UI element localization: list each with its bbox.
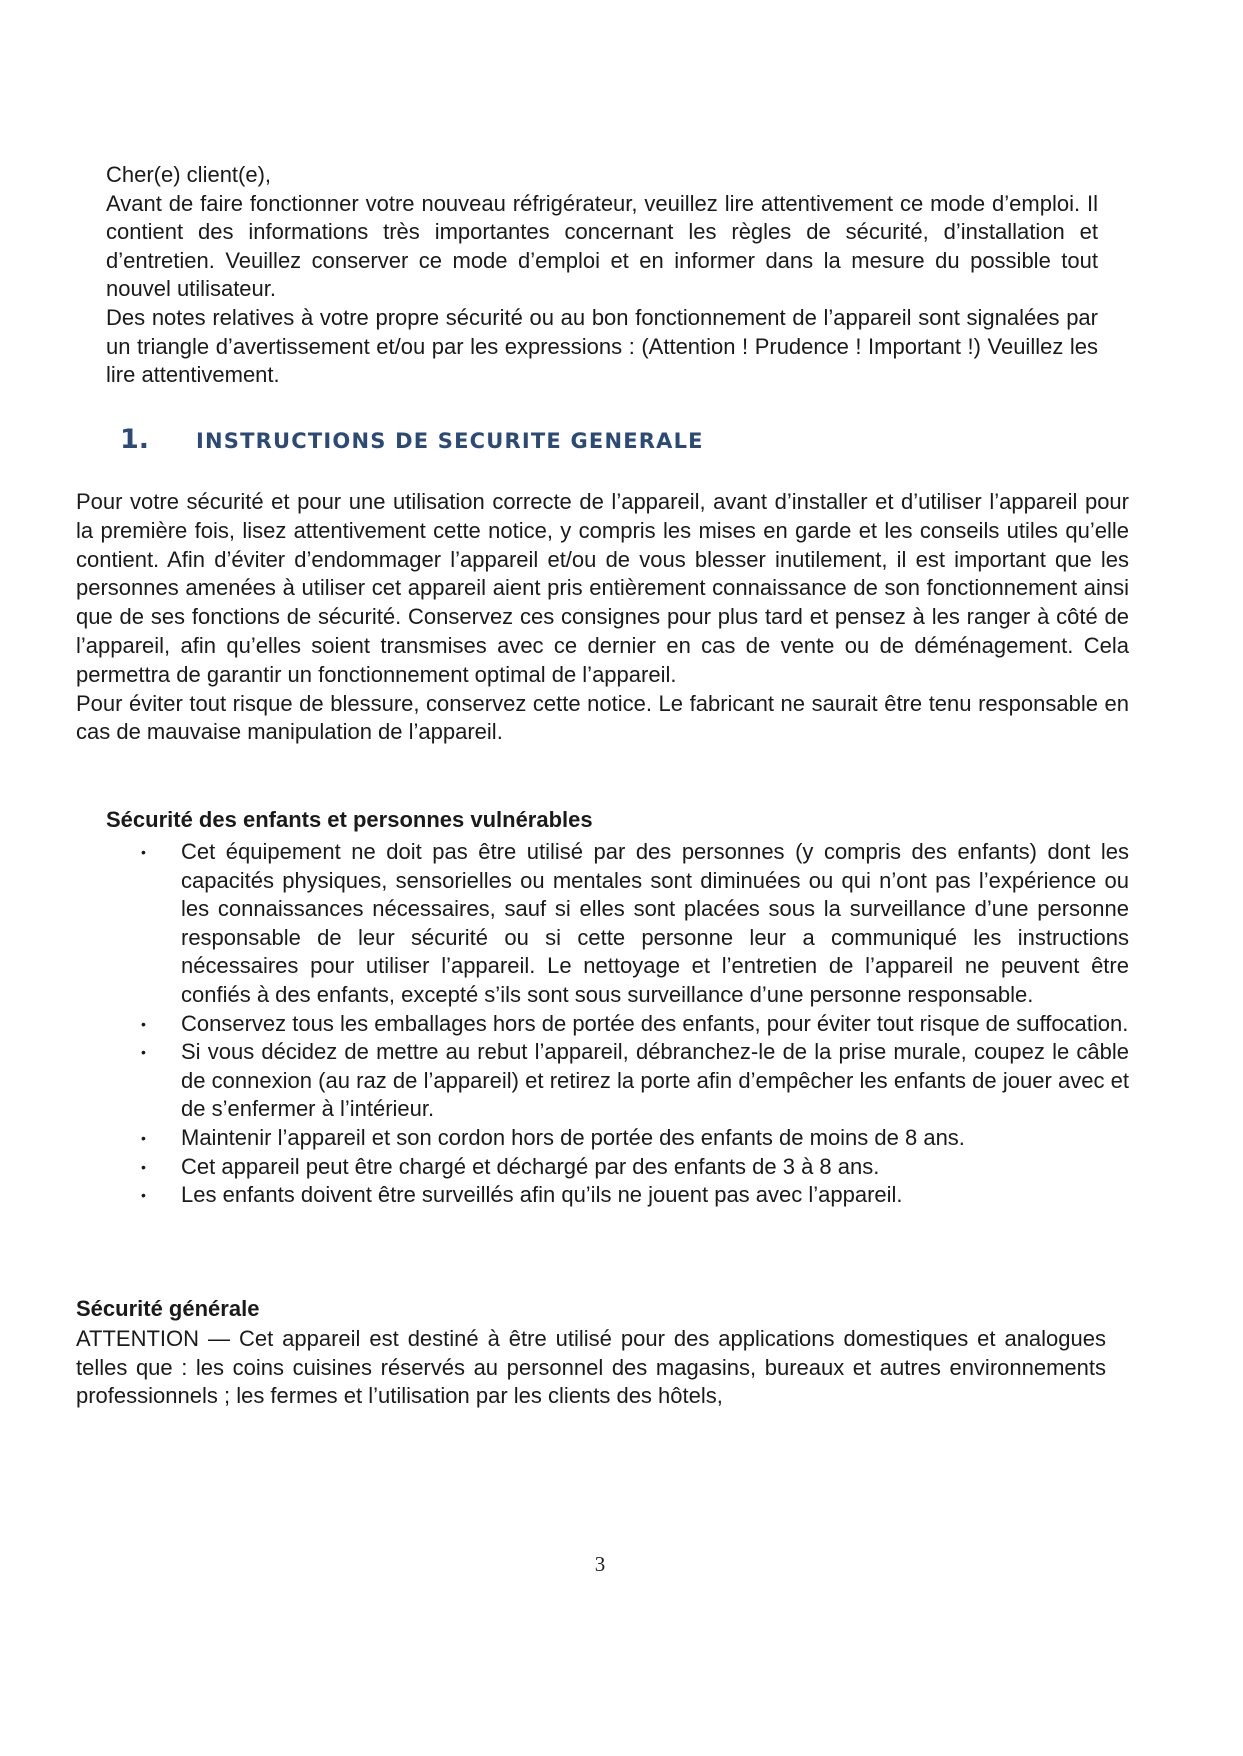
list-item-text: Les enfants doivent être surveillés afin qu’ils ne jouent pas avec l’appareil. [181, 1182, 903, 1208]
general-safety-title: Sécurité générale [76, 1296, 260, 1321]
list-item-text: Cet équipement ne doit pas être utilisé par des personnes (y compris des enfants) dont les capacités physiques, sensorielles ou mentales sont diminuées ou qui n’ont pas l’expérience ou les connaissances nécessaires, sauf si elles sont placées sous la surveillance d’une personne responsable de leur sécurité ou si cette personne leur a communiqué les instructions nécessaires pour utiliser l’appareil. Le nettoyage et l’entretien de l’appareil ne peuvent être confiés à des enfants, excepté s’ils sont sous surveillance d’une personne responsable. [181, 839, 1129, 1007]
list-item-text: Maintenir l’appareil et son cordon hors de portée des enfants de moins de 8 ans. [181, 1124, 965, 1150]
section-paragraph-1: Pour votre sécurité et pour une utilisation correcte de l’appareil, avant d’installer et d’utiliser l’appareil pour la première fois, lisez attentivement cette notice, y compris les mises en garde et les conseils utiles qu’elle contient. Afin d’éviter d’endommager l’appareil et/ou de vous blesser inutilement, il est important que les personnes amenées à utiliser cet appareil aient pris entièrement connaissance de son fonctionnement ainsi que de ses fonctions de sécurité. Conservez ces consignes pour plus tard et pensez à les ranger à côté de l’appareil, afin qu’elles soient transmises avec ce dernier en cas de vente ou de déménagement. Cela permettra de garantir un fonctionnement optimal de l’appareil. [76, 489, 1129, 687]
list-item-text: Cet appareil peut être chargé et déchargé par des enfants de 3 à 8 ans. [181, 1153, 880, 1179]
greeting: Cher(e) client(e), [106, 162, 272, 187]
section-heading [120, 424, 704, 455]
bullet-icon: • [141, 1015, 146, 1032]
intro-paragraph-1: Avant de faire fonctionner votre nouveau réfrigérateur, veuillez lire attentivement ce mode d’emploi. Il contient des informations très importantes concernant les règles de sécurité, d’installation et d’entretien. Veuillez conserver ce mode d’emploi et en informer dans la mesure du possible tout nouvel utilisateur. [106, 190, 1098, 302]
list-item [141, 1010, 1129, 1039]
list-item-text: Conservez tous les emballages hors de portée des enfants, pour éviter tout risque de suffocation. [181, 1010, 1129, 1036]
page-number: 3 [594, 1552, 606, 1576]
bullet-icon: • [141, 844, 146, 860]
bullet-icon: • [141, 1129, 146, 1146]
bullet-icon: • [141, 1158, 146, 1175]
intro-paragraph-2: Des notes relatives à votre propre sécurité ou au bon fonctionnement de l’appareil sont signalées par un triangle d’avertissement et/ou par les expressions : (Attention ! Prudence ! Important !) Veuillez les lire attentivement. [106, 304, 1098, 388]
children-safety-title: Sécurité des enfants et personnes vulnérables [106, 807, 593, 832]
list-item [141, 1124, 1129, 1153]
list-item [141, 1038, 1129, 1124]
bullet-icon: • [141, 1187, 146, 1204]
list-item [141, 1153, 1129, 1182]
general-safety-text: ATTENTION — Cet appareil est destiné à être utilisé pour des applications domestiques et analogues telles que : les coins cuisines réservés au personnel des magasins, bureaux et autres environnements professionnels ; les fermes et l’utilisation par les clients des hôtels, [76, 1326, 1106, 1409]
section-paragraph-2: Pour éviter tout risque de blessure, conservez cette notice. Le fabricant ne saurait être tenu responsable en cas de mauvaise manipulation de l’appareil. [76, 690, 1129, 745]
section-body [76, 488, 1129, 747]
list-item-text: Si vous décidez de mettre au rebut l’appareil, débranchez-le de la prise murale, coupez le câble de connexion (au raz de l’appareil) et retirez la porte afin d’empêcher les enfants de jouer avec et de s’enfermer à l’intérieur. [181, 1039, 1129, 1122]
children-safety-list [141, 838, 1129, 1210]
section-number: 1. [120, 424, 150, 455]
bullet-icon: • [141, 1044, 146, 1061]
section-title: INSTRUCTIONS DE SECURITE GENERALE [196, 429, 704, 453]
intro-block [106, 161, 1098, 390]
list-item [141, 1181, 1129, 1210]
list-item [141, 838, 1129, 1010]
